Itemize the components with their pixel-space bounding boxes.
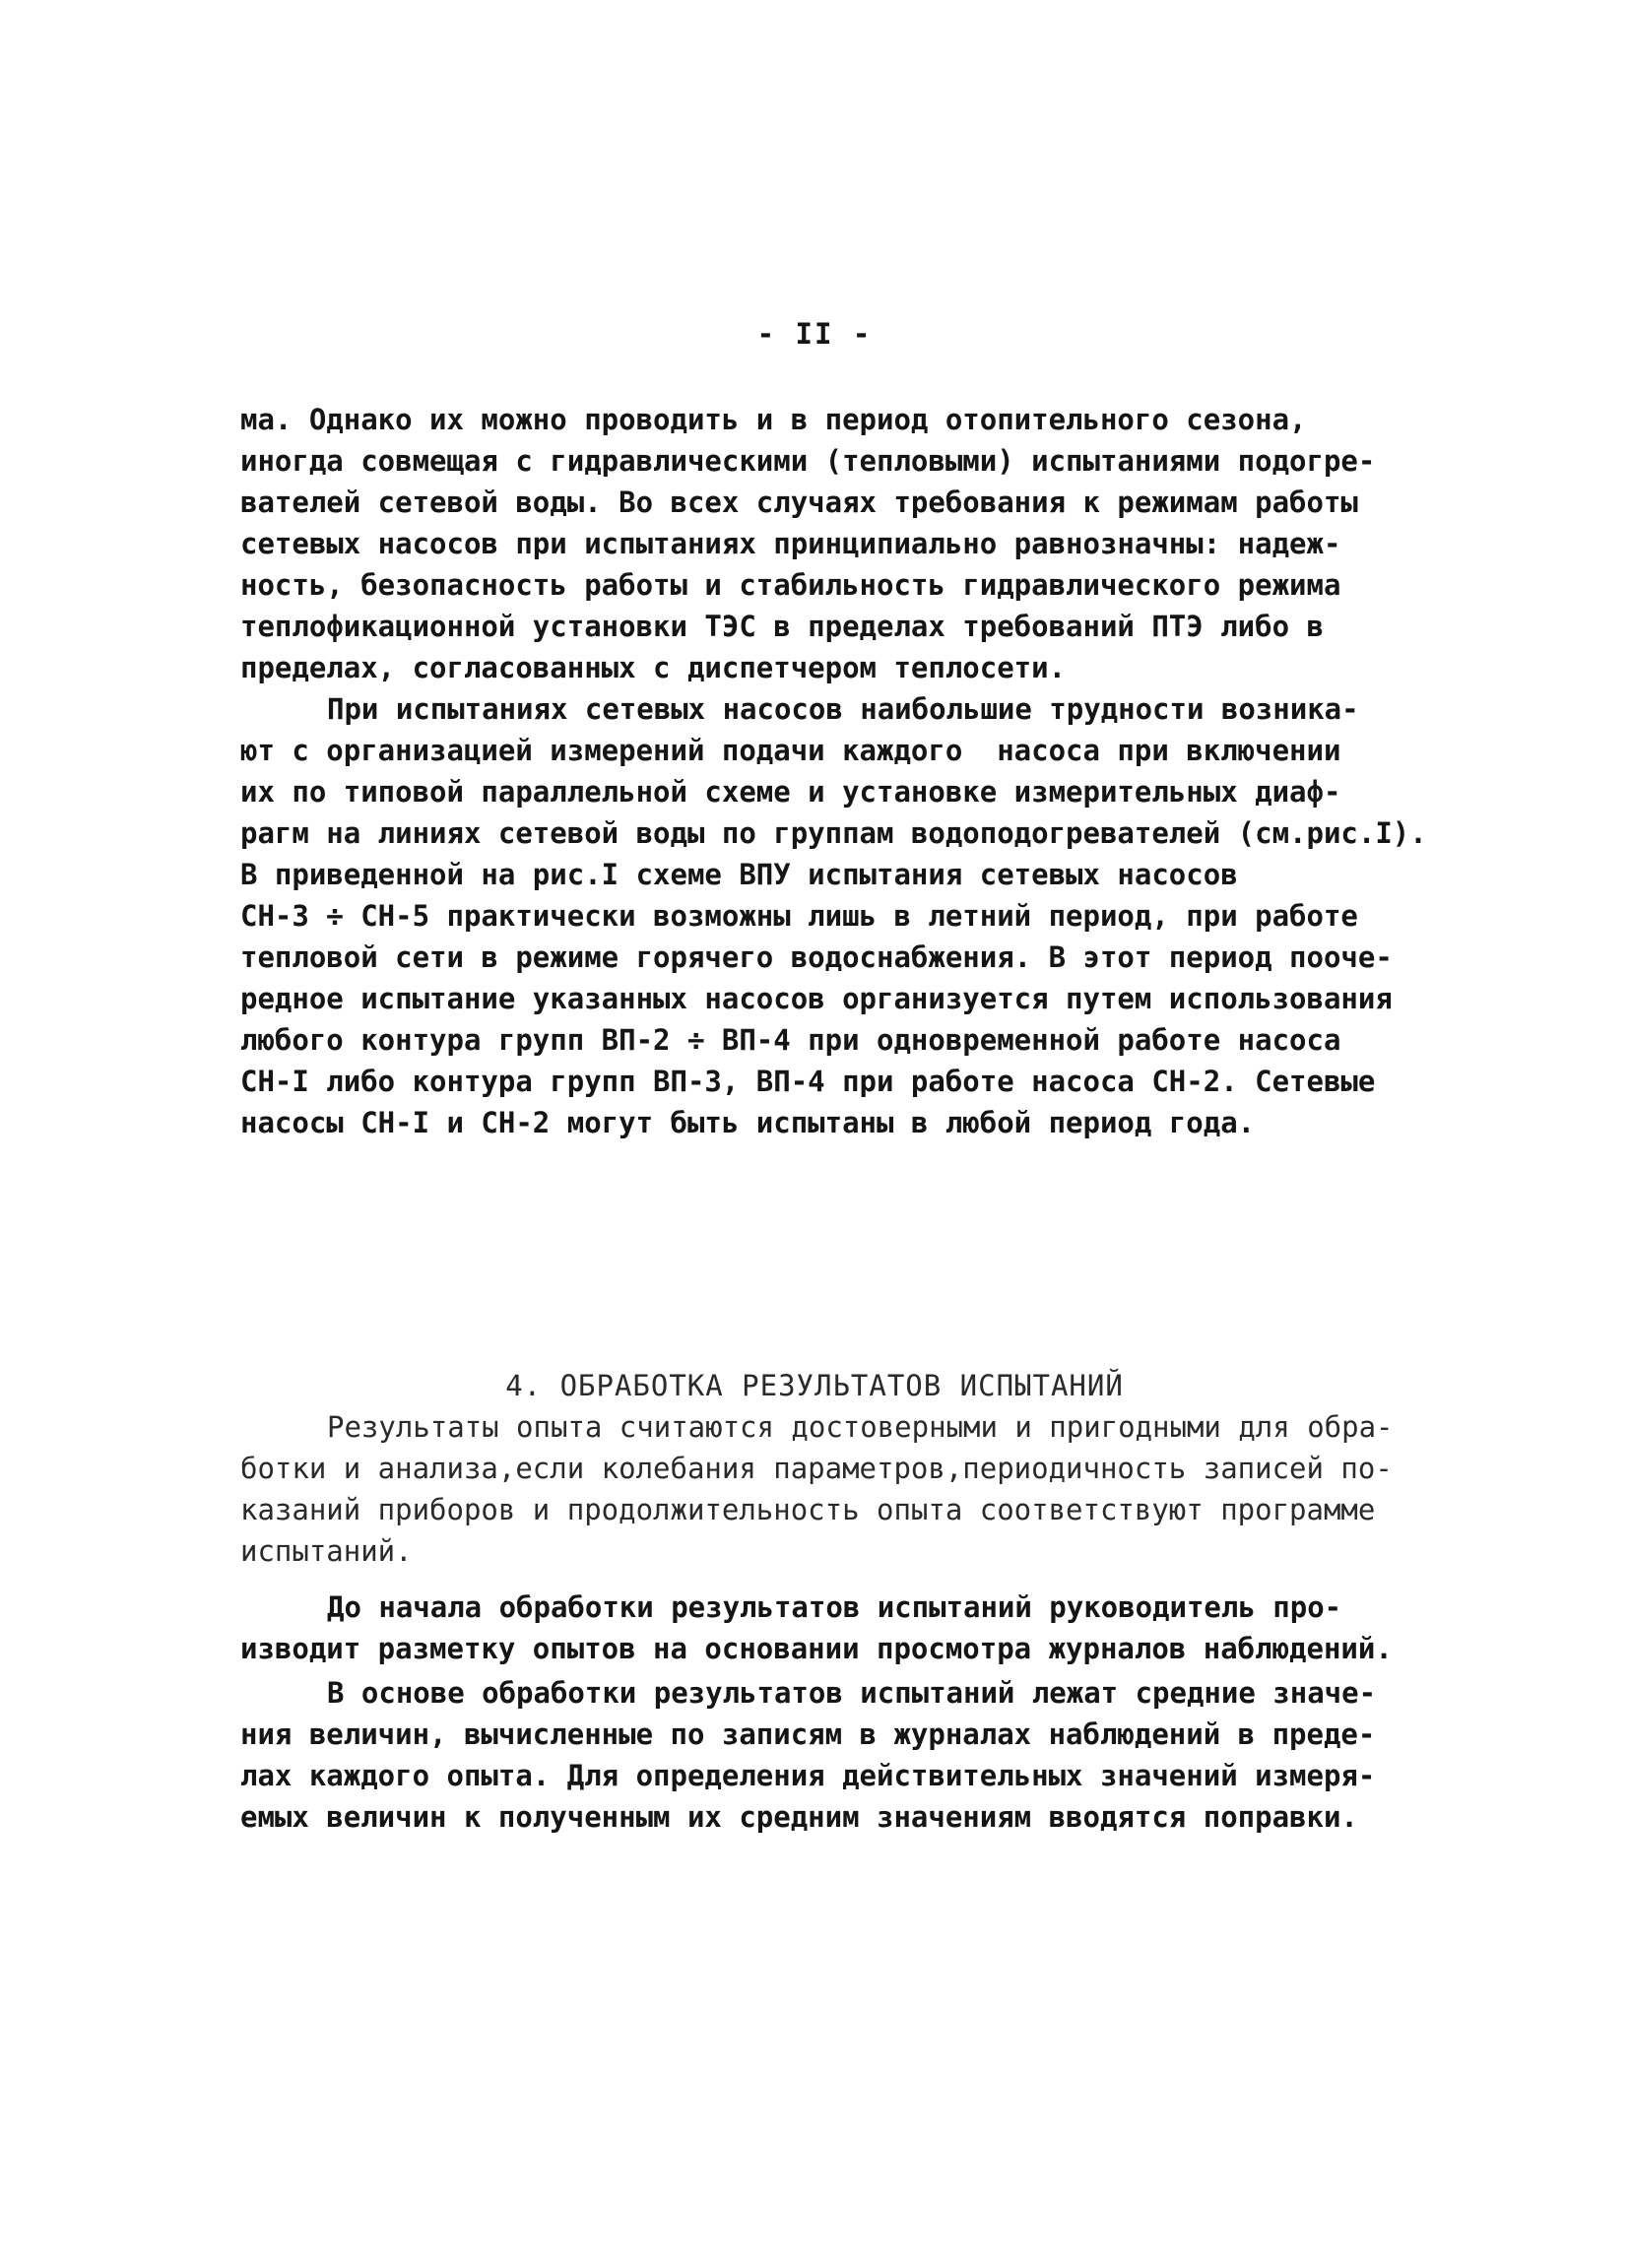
text-line: ность, безопасность работы и стабильность гидравлического режима [240,568,1341,602]
text-line: любого контура групп ВП-2 ÷ ВП-4 при одновременной работе насоса [240,1023,1341,1057]
text-line: ботки и анализа,если колебания параметров,периодичность записей по- [240,1452,1393,1485]
text-line: В основе обработки результатов испытаний лежат средние значе- [327,1676,1377,1710]
text-line: вателей сетевой воды. Во всех случаях требования к режимам работы [240,486,1358,519]
text-line: испытаний. [240,1534,413,1568]
text-line: ют с организацией измерений подачи каждого насоса при включении [240,734,1341,767]
text-line: Результаты опыта считаются достоверными и пригодными для обра- [327,1410,1394,1444]
text-line: их по типовой параллельной схеме и установке измерительных диаф- [240,775,1341,809]
text-line: До начала обработки результатов испытаний руководитель про- [327,1590,1342,1624]
text-line: При испытаниях сетевых насосов наибольшие трудности возника- [327,692,1359,726]
text-line: СН-I либо контура групп ВП-3, ВП-4 при работе насоса СН-2. Сетевые [240,1065,1376,1098]
text-line: СН-3 ÷ СН-5 практически возможны лишь в летний период, при работе [240,899,1358,933]
page-number: - II - [756,317,873,351]
text-line: ния величин, вычисленные по записям в журналах наблюдений в преде- [240,1717,1376,1751]
text-line: насосы СН-I и СН-2 могут быть испытаны в любой период года. [240,1106,1256,1139]
text-line: теплофикационной установки ТЭС в пределах требований ПТЭ либо в [240,610,1324,643]
text-line: сетевых насосов при испытаниях принципиально равнозначны: надеж- [240,527,1341,560]
text-line: пределах, согласованных с диспетчером теплосети. [240,651,1067,684]
text-line: рагм на линиях сетевой воды по группам водоподогревателей (см.рис.I). [240,816,1427,850]
text-line: емых величин к полученным их средним значениям вводятся поправки. [240,1800,1358,1834]
text-line: редное испытание указанных насосов организуется путем использования [240,982,1393,1015]
text-line: иногда совмещая с гидравлическими (тепловыми) испытаниями подогре- [240,444,1376,478]
section-heading: 4. ОБРАБОТКА РЕЗУЛЬТАТОВ ИСПЫТАНИЙ [505,1369,1124,1402]
text-line: ма. Однако их можно проводить и в период отопительного сезона, [240,403,1307,436]
text-line: лах каждого опыта. Для определения действительных значений измеря- [240,1759,1376,1792]
text-line: казаний приборов и продолжительность опыта соответствуют программе [240,1493,1376,1526]
text-line: изводит разметку опытов на основании просмотра журналов наблюдений. [240,1632,1393,1665]
text-line: В приведенной на рис.I схеме ВПУ испытания сетевых насосов [240,858,1238,891]
text-line: тепловой сети в режиме горячего водоснабжения. В этот период пооче- [240,940,1393,974]
